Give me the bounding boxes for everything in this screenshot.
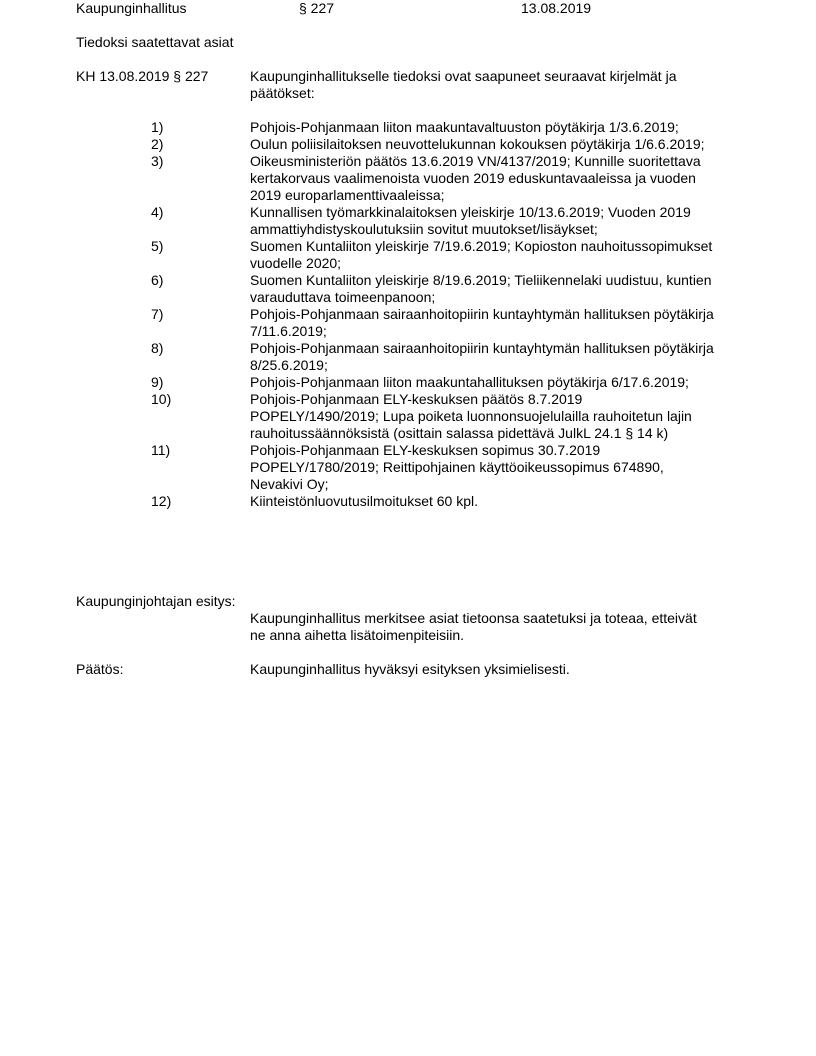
meeting-reference: KH 13.08.2019 § 227 xyxy=(76,68,209,84)
header-body: Kaupunginhallitus xyxy=(76,0,187,16)
list-item xyxy=(250,204,740,238)
item-number: 3) xyxy=(151,153,164,169)
list-item xyxy=(250,238,740,272)
item-line: Oulun poliisilaitoksen neuvottelukunnan kokouksen pöytäkirja 1/6.6.2019; xyxy=(250,136,705,152)
intro-text: Kaupunginhallitukselle tiedoksi ovat saapuneet seuraavat kirjelmät ja päätökset: xyxy=(250,68,677,101)
list-item xyxy=(250,374,740,391)
item-number: 5) xyxy=(151,238,164,254)
item-number: 9) xyxy=(151,374,164,390)
item-line: Pohjois-Pohjanmaan sairaanhoitopiirin kuntayhtymän hallituksen pöytäkirja xyxy=(250,340,714,356)
item-line: Oikeusministeriön päätös 13.6.2019 VN/4137/2019; Kunnille suoritettava xyxy=(250,153,701,169)
item-line: rauhoitussäännöksistä (osittain salassa pidettävä JulkL 24.1 § 14 k) xyxy=(250,425,669,441)
list-item xyxy=(250,340,740,374)
item-line: Pohjois-Pohjanmaan liiton maakuntavaltuuston pöytäkirja 1/3.6.2019; xyxy=(250,119,679,135)
item-number: 4) xyxy=(151,204,164,220)
decision-label: Päätös: xyxy=(76,661,124,677)
item-line: kertakorvaus vaalimenoista vuoden 2019 eduskuntavaaleissa ja vuoden xyxy=(250,170,696,186)
list-item xyxy=(250,442,740,493)
item-line: Pohjois-Pohjanmaan ELY-keskuksen päätös 8.7.2019 xyxy=(250,391,583,407)
item-line: Nevakivi Oy; xyxy=(250,476,329,492)
item-line: Pohjois-Pohjanmaan ELY-keskuksen sopimus 30.7.2019 xyxy=(250,442,601,458)
item-number: 6) xyxy=(151,272,164,288)
document-heading: Tiedoksi saatettavat asiat xyxy=(76,34,234,50)
list-item xyxy=(250,153,740,204)
proposal-label: Kaupunginjohtajan esitys: xyxy=(76,593,236,609)
item-line: Suomen Kuntaliiton yleiskirje 8/19.6.2019; Tieliikennelaki uudistuu, kuntien xyxy=(250,272,712,288)
proposal-line: Kaupunginhallitus merkitsee asiat tietoonsa saatetuksi ja toteaa, etteivät xyxy=(250,610,697,626)
item-number: 2) xyxy=(151,136,164,152)
list-item xyxy=(250,119,740,136)
item-line: varauduttava toimeenpanoon; xyxy=(250,289,436,305)
list-item xyxy=(250,272,740,306)
item-line: ammattiyhdistyskoulutuksiin sovitut muutokset/lisäykset; xyxy=(250,221,598,237)
item-line: Suomen Kuntaliiton yleiskirje 7/19.6.2019; Kopioston nauhoitussopimukset xyxy=(250,238,713,254)
item-line: 2019 europarlamenttivaaleissa; xyxy=(250,187,445,203)
list-item xyxy=(250,136,740,153)
item-line: vuodelle 2020; xyxy=(250,255,342,271)
item-line: Kiinteistönluovutusilmoitukset 60 kpl. xyxy=(250,493,479,509)
item-number: 11) xyxy=(151,442,171,458)
header-date: 13.08.2019 xyxy=(521,0,592,16)
item-number: 7) xyxy=(151,306,164,322)
list-item xyxy=(250,493,740,510)
item-number: 12) xyxy=(151,493,172,509)
item-number: 8) xyxy=(151,340,164,356)
item-number: 10) xyxy=(151,391,172,407)
item-line: POPELY/1490/2019; Lupa poiketa luonnonsuojelulailla rauhoitetun lajin xyxy=(250,408,692,424)
proposal-line: ne anna aihetta lisätoimenpiteisiin. xyxy=(250,627,465,643)
item-line: 7/11.6.2019; xyxy=(250,323,327,339)
proposal-text xyxy=(250,610,740,644)
header-section: § 227 xyxy=(299,0,335,16)
item-line: Kunnallisen työmarkkinalaitoksen yleiskirje 10/13.6.2019; Vuoden 2019 xyxy=(250,204,691,220)
list-item xyxy=(250,306,740,340)
item-number: 1) xyxy=(151,119,164,135)
list-item xyxy=(250,391,740,442)
item-line: POPELY/1780/2019; Reittipohjainen käyttöoikeussopimus 674890, xyxy=(250,459,664,475)
item-line: Pohjois-Pohjanmaan liiton maakuntahallituksen pöytäkirja 6/17.6.2019; xyxy=(250,374,689,390)
item-line: 8/25.6.2019; xyxy=(250,357,328,373)
decision-text: Kaupunginhallitus hyväksyi esityksen yksimielisesti. xyxy=(250,661,570,677)
item-line: Pohjois-Pohjanmaan sairaanhoitopiirin kuntayhtymän hallituksen pöytäkirja xyxy=(250,306,714,322)
